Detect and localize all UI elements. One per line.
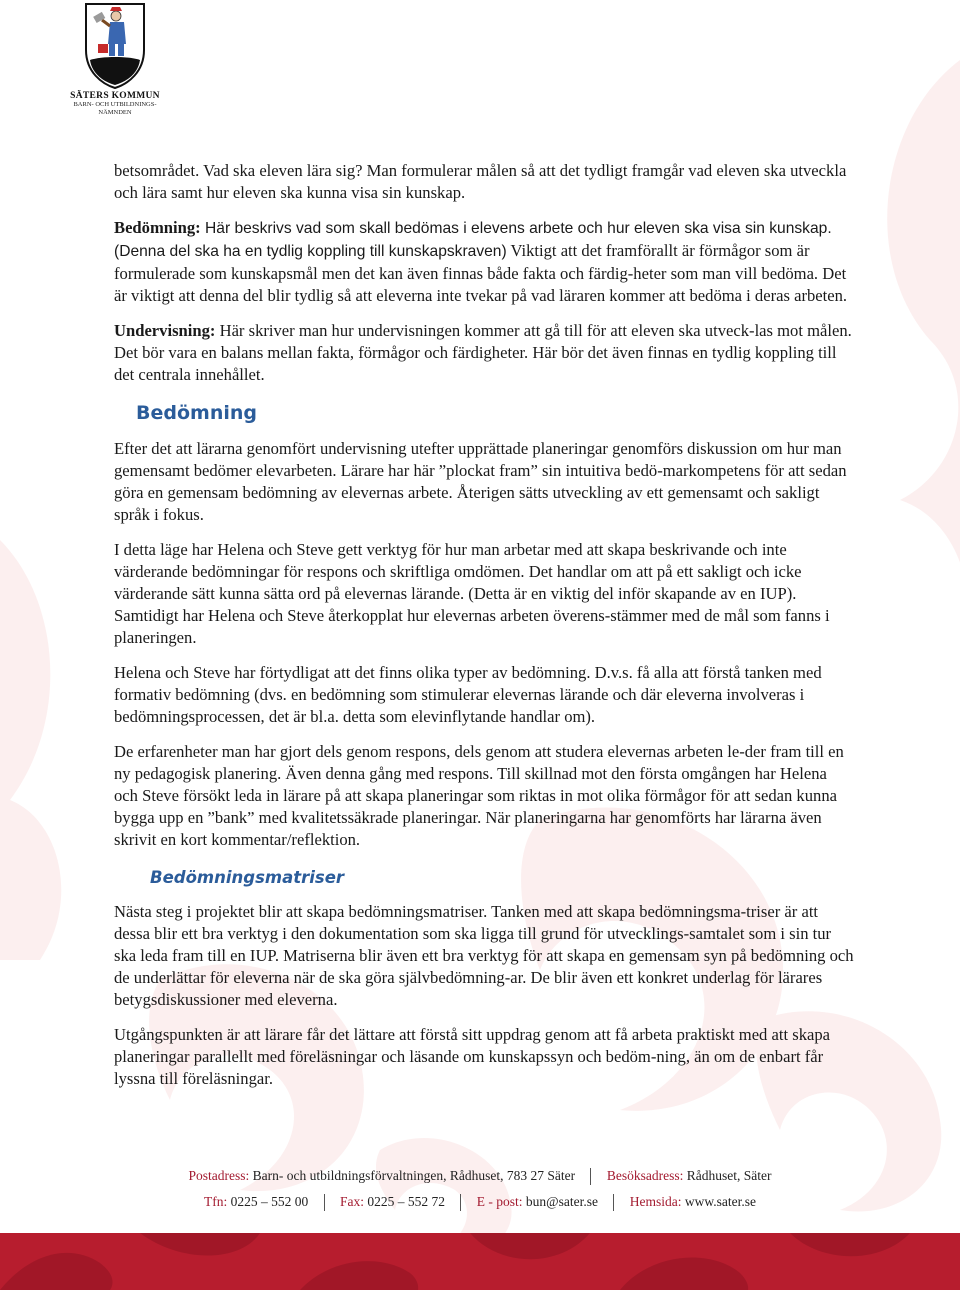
footer-divider	[590, 1168, 591, 1185]
footer-label: Tfn:	[204, 1194, 228, 1209]
footer-email[interactable]: bun@sater.se	[522, 1194, 598, 1209]
paragraph-sans-text: Här beskrivs vad som skall bedömas i elevens arbete och hur eleven ska visa sin kunskap. (Denna del ska ha en tydlig koppling till kunskapskraven)	[114, 220, 832, 260]
paragraph: I detta läge har Helena och Steve gett verktyg för hur man arbetar med att skapa beskrivande och inte värderande bedömningar för respons och skriftliga omdömen. Det handlar om att på ett sakligt och icke värderande sätt kunna sätta ord på elevernas lärande. (Detta är en viktig del inför skapande av en IUP). Samtidigt har Helena och Steve återkopplat hur elevernas arbeten överens-stämmer med de mål som fanns i planeringen.	[114, 540, 830, 647]
term-label: Bedömning:	[114, 218, 201, 237]
footer-phone: 0225 – 552 00	[227, 1194, 309, 1209]
dept-name-line-1: BARN- OCH UTBILDNINGS-	[73, 101, 157, 108]
footer-divider	[460, 1194, 461, 1211]
paragraph-text: Viktigt att det framförallt är förmågor som är formulerade som kunskapsmål men det kan även finnas både fakta och färdig-heter som man vill bedöma. Det är viktigt att denna del blir tydlig så att eleverna inte tvekar på vad läraren kommer att bedöma i deras arbeten.	[114, 241, 848, 305]
dept-name-line-2: NÄMNDEN	[98, 109, 132, 116]
footer-address-line	[0, 1168, 960, 1185]
paragraph: betsområdet. Vad ska eleven lära sig? Man formulerar målen så att det tydligt framgår vad eleven ska utveckla och lära samt hur eleven ska kunna visa sin kunskap.	[114, 161, 847, 202]
footer-value: Barn- och utbildningsförvaltningen, Rådhuset, 783 27 Säter	[249, 1168, 576, 1183]
header-logo	[60, 0, 170, 125]
term-label: Undervisning:	[114, 321, 216, 340]
footer-value: Rådhuset, Säter	[683, 1168, 772, 1183]
paragraph: Efter det att lärarna genomfört undervisning utefter upprättade planeringar genomförs diskussion om hur man gemensamt bedömer elevarbeten. Lärare har här ”plockat fram” sin intuitiva bedö-markompetens för att sedan göra en gemensam bedömning av elevernas arbete. Återigen sätts utveckling av ett gemensamt och sakligt språk i fokus.	[114, 439, 847, 524]
paragraph-undervisning	[114, 320, 854, 386]
paragraph: Nästa steg i projektet blir att skapa bedömningsmatriser. Tanken med att skapa bedömningsma-triser är att dessa blir ett bra verktyg i den dokumentation som ska ligga till grund för utvecklings-samtalet som i sin tur ska leda fram till en IUP. Matriserna blir även ett bra verktyg för att skapa en gemensam syn på bedömning och de underlättar för eleverna när de ska göra självbedömning-ar. De blir även ett konkret underlag för lärares betygsdiskussioner med eleverna.	[114, 902, 854, 1009]
footer-label: Hemsida:	[629, 1194, 682, 1209]
paragraph-text: Här skriver man hur undervisningen kommer att gå till för att eleven ska utveck-las mot målen. Det bör vara en balans mellan fakta, förmågor och färdigheter. Här bör det även finnas en tydlig koppling till det centrala innehållet.	[114, 321, 852, 384]
footer-divider	[613, 1194, 614, 1211]
subsection-heading-matriser: Bedömningsmatriser	[150, 868, 345, 887]
org-name: SÄTERS KOMMUN	[70, 91, 160, 101]
paragraph: Utgångspunkten är att lärare får det lättare att förstå sitt uppdrag genom att få arbeta praktiskt med att skapa planeringar parallellt med föreläsningar och läsande om kunskapssyn och bedöm-ning, än om de enbart får lyssna till föreläsningar.	[114, 1025, 831, 1088]
paragraph-bedomning-intro	[114, 217, 854, 307]
footer-label: E - post:	[476, 1194, 523, 1209]
section-heading-bedomning: Bedömning	[136, 402, 257, 424]
footer-fax: 0225 – 552 72	[364, 1194, 446, 1209]
footer-label: Postadress:	[188, 1168, 250, 1183]
coat-of-arms-icon	[80, 0, 150, 90]
paragraph: Helena och Steve har förtydligat att det finns olika typer av bedömning. D.v.s. få alla att förstå tanken med formativ bedömning (dvs. en bedömning som stimulerar elevernas lärande och där eleverna involveras i bedömningsprocessen, det är bl.a. detta som elevinflytande handlar om).	[114, 663, 822, 726]
footer-label: Fax:	[340, 1194, 365, 1209]
paragraph: De erfarenheter man har gjort dels genom respons, dels genom att studera elevernas arbeten le-der fram till en ny pedagogisk planering. Även denna gång med respons. Till skillnad mot den första omgången har Helena och Steve försökt leda in lärare på att skapa planeringar som riktas in mot olika förmågor för att sedan kunna bygga upp en ”bank” med kvalitetssäkrade planeringar. När planeringarna har genomförts har lärarna även skrivit en kort kommentar/reflektion.	[114, 742, 844, 849]
footer-divider	[324, 1194, 325, 1211]
document-body	[114, 160, 854, 1103]
footer-contact-line	[0, 1194, 960, 1211]
footer-red-band	[0, 1233, 960, 1290]
footer-label: Besöksadress:	[606, 1168, 684, 1183]
footer-website[interactable]: www.sater.se	[681, 1194, 756, 1209]
band-pattern	[0, 1233, 960, 1290]
